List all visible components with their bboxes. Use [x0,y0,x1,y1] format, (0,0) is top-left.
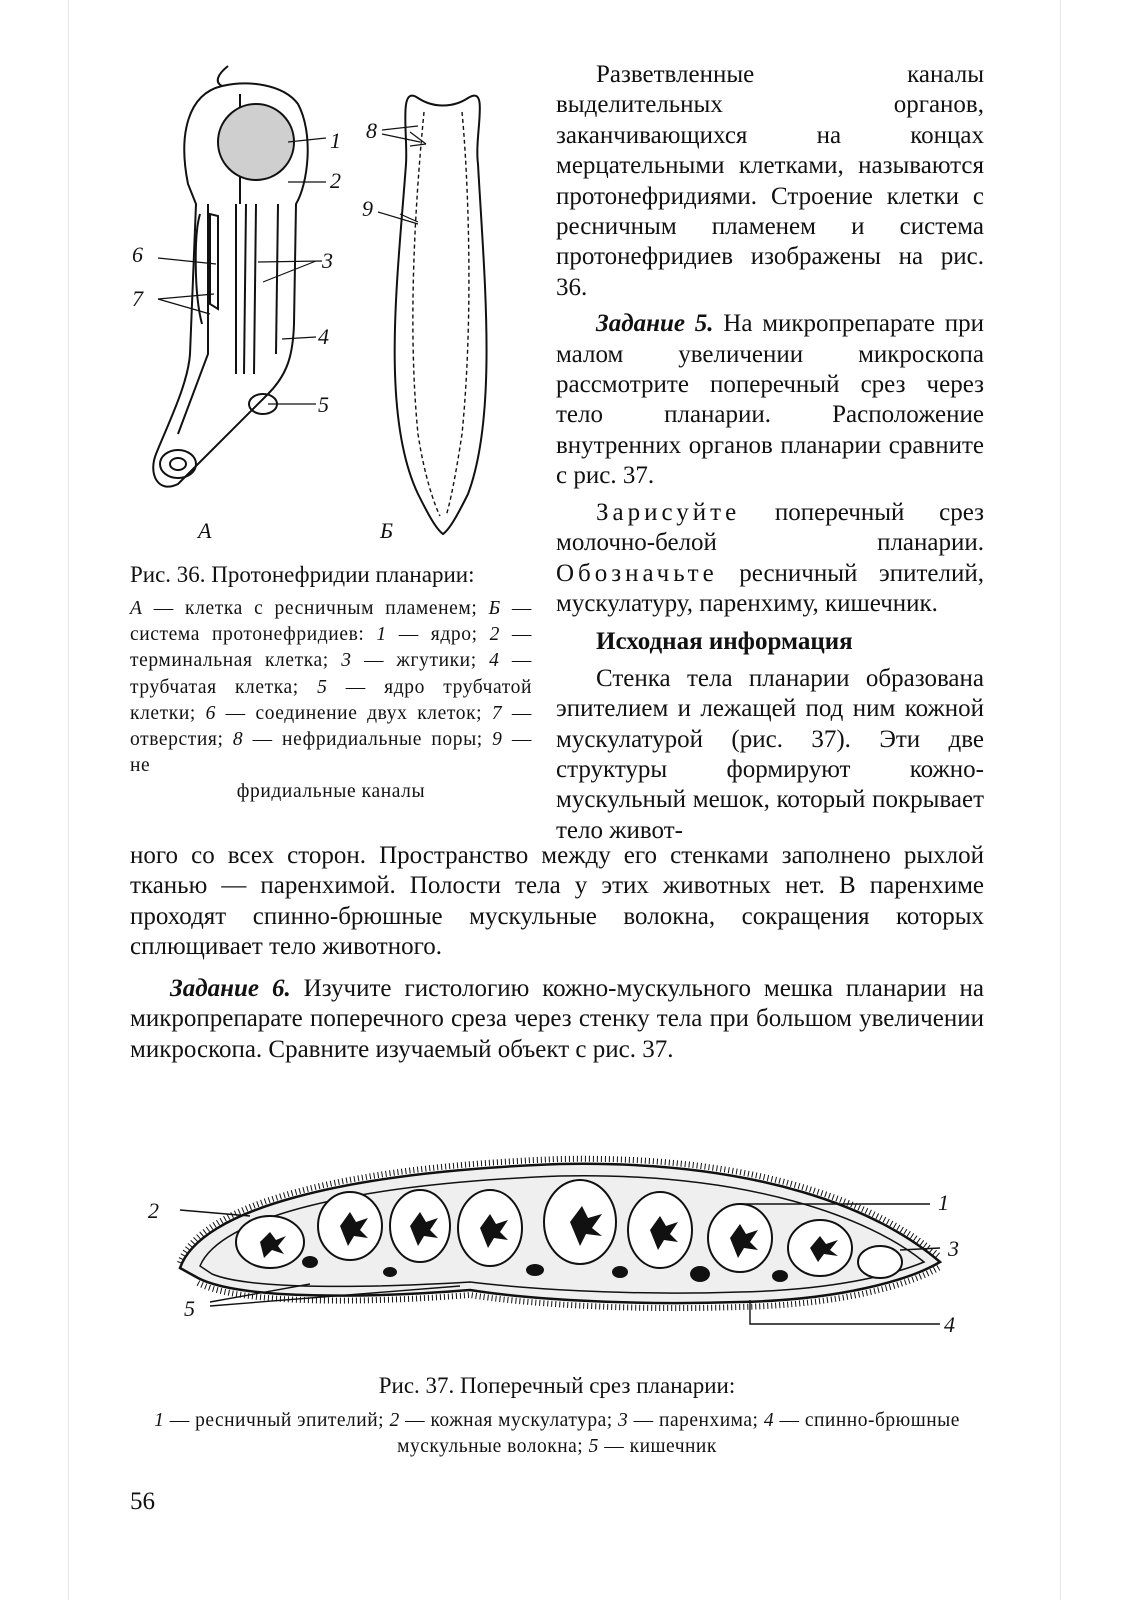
figure-36-caption-title: Рис. 36. Протонефридии планарии: [130,562,475,587]
fig37-caption-desc-3: — спинно-брюшные мускульные волокна; [397,1410,960,1457]
fig36-panel-b-label: Б [380,518,393,543]
fig37-label-2: 2 [148,1198,159,1223]
fig37-caption-key-3: 4 [763,1410,775,1431]
paragraph-info-column: Стенка тела планарии образована эпителием и лежащей под ним кожной мускулатурой (рис. 37). Эти две структуры формируют кожно-мускульный мешок, который покрывает тело живот- [556,664,984,844]
fig37-caption-desc-4: — кишечник [598,1436,717,1457]
fig36-caption-desc-3: — терминальная клетка; [130,624,533,672]
figure-37-cross-section [140,1150,980,1350]
task-6-label: Задание 6. [170,975,291,1002]
fig37-caption-key-0: 1 [154,1410,165,1431]
fig36-caption-key-7: 6 [205,702,216,724]
page-number: 56 [130,1488,155,1515]
fig36-caption-desc-0: — клетка с ресничным пламенем; [142,598,489,619]
fig36-caption-desc-7: — соединение двух клеток; [215,702,492,724]
task-5-text: На микропрепарате при малом увеличении микроскопа рассмотрите поперечный срез через тело планарии. Расположение внутренних органов планарии сравните с рис. 37. [556,310,984,490]
full-width-text-continuation [130,841,984,963]
fig36-caption-key-10: 9 [492,729,503,751]
paragraph-task-6 [130,974,984,1065]
section-heading: Исходная информация [596,628,853,656]
fig36-caption-key-2: 1 [376,624,387,646]
fig37-caption-key-1: 2 [389,1410,400,1431]
figure-36-protonephridia [118,54,538,554]
figure-36-drawing [118,54,538,554]
fig36-caption-desc-6: — ядро трубчатой клетки; [130,676,532,724]
fig36-caption-key-8: 7 [491,702,503,724]
page-edge-right [1060,0,1061,1600]
fig37-caption-desc-0: — ресничный эпителий; [164,1410,390,1431]
fig37-label-5: 5 [184,1296,195,1321]
figure-36-caption-last-line: фридиальные каналы [236,781,426,803]
fig36-caption-key-3: 2 [489,624,500,646]
fig37-caption-key-4: 5 [588,1436,599,1457]
fig36-label-7: 7 [132,286,143,311]
fig37-label-3: 3 [948,1236,959,1261]
paragraph-task-5 [556,309,984,491]
fig36-caption-key-5: 4 [489,650,500,672]
fig36-caption-desc-10: — не [130,729,532,777]
fig36-label-5: 5 [318,392,329,417]
task-5-label: Задание 5. [596,310,714,338]
fig36-label-6: 6 [132,242,143,267]
paragraph-draw-instruction [556,498,984,620]
fig36-label-3: 3 [322,248,333,273]
fig37-caption-key-2: 3 [618,1410,629,1431]
page-edge-left [68,0,69,1600]
figure-36-caption-items [130,598,532,776]
figure-37-caption-body [130,1408,984,1460]
fig36-caption-key-6: 5 [317,676,328,698]
fig37-label-1: 1 [938,1190,949,1215]
fig36-panel-a-label: А [198,518,212,543]
right-column-text [556,60,984,846]
mark-word: Обозначьте [556,559,718,587]
draw-text: поперечный срез молочно-белой планарии. [556,498,984,557]
figure-37-caption-items [154,1410,960,1457]
fig36-caption-desc-5: — трубчатая клетка; [130,650,532,698]
fig36-caption-desc-9: — нефридиальные поры; [243,729,493,751]
fig36-label-4: 4 [318,324,329,349]
fig36-label-8: 8 [366,118,377,143]
fig36-caption-key-4: 3 [341,650,352,672]
full-width-task-6 [130,974,984,1065]
figure-37-caption-title: Рис. 37. Поперечный срез планарии: [378,1373,736,1398]
paragraph-protonephridia: Разветвленные каналы выделительных органов, заканчивающихся на концах мерцательными клетками, называются протонефридиями. Строение клетки с ресничным пламенем и система протонефридиев изображены на рис. 36. [556,61,984,301]
fig37-caption-desc-2: — паренхима; [628,1410,764,1431]
draw-word: Зарисуйте [596,498,741,526]
figure-36-caption-body [130,596,532,806]
fig36-label-2: 2 [330,168,341,193]
fig36-caption-desc-1: — система протонефридиев: [130,598,532,646]
task-6-text: Изучите гистологию кожно-мускульного мешка планарии на микропрепарате поперечного среза через стенку тела при большом увеличении микроскопа. Сравните изучаемый объект с рис. 37. [130,975,984,1063]
fig36-caption-key-1: Б [488,598,501,619]
fig36-caption-key-0: А [130,598,143,619]
fig36-caption-key-9: 8 [232,729,244,751]
fig36-label-1: 1 [330,128,341,153]
figure-37-drawing [140,1150,980,1350]
paragraph-info-continuation: ного со всех сторон. Пространство между его стенками заполнено рыхлой тканью — паренхимой. Полости тела у этих животных нет. В паренхиме проходят спинно-брюшные мускульные волокна, сокращения которых сплющивает тело животного. [130,842,984,961]
mark-text: ресничный эпителий, мускулатуру, паренхиму, кишечник. [556,559,984,617]
fig36-caption-desc-2: — ядро; [386,624,490,646]
fig36-caption-desc-4: — жгутики; [351,650,490,672]
fig37-label-4: 4 [944,1312,955,1337]
fig37-caption-desc-1: — кожная мускулатура; [399,1410,619,1431]
fig36-label-9: 9 [362,196,373,221]
fig36-caption-desc-8: — отверстия; [130,702,533,751]
